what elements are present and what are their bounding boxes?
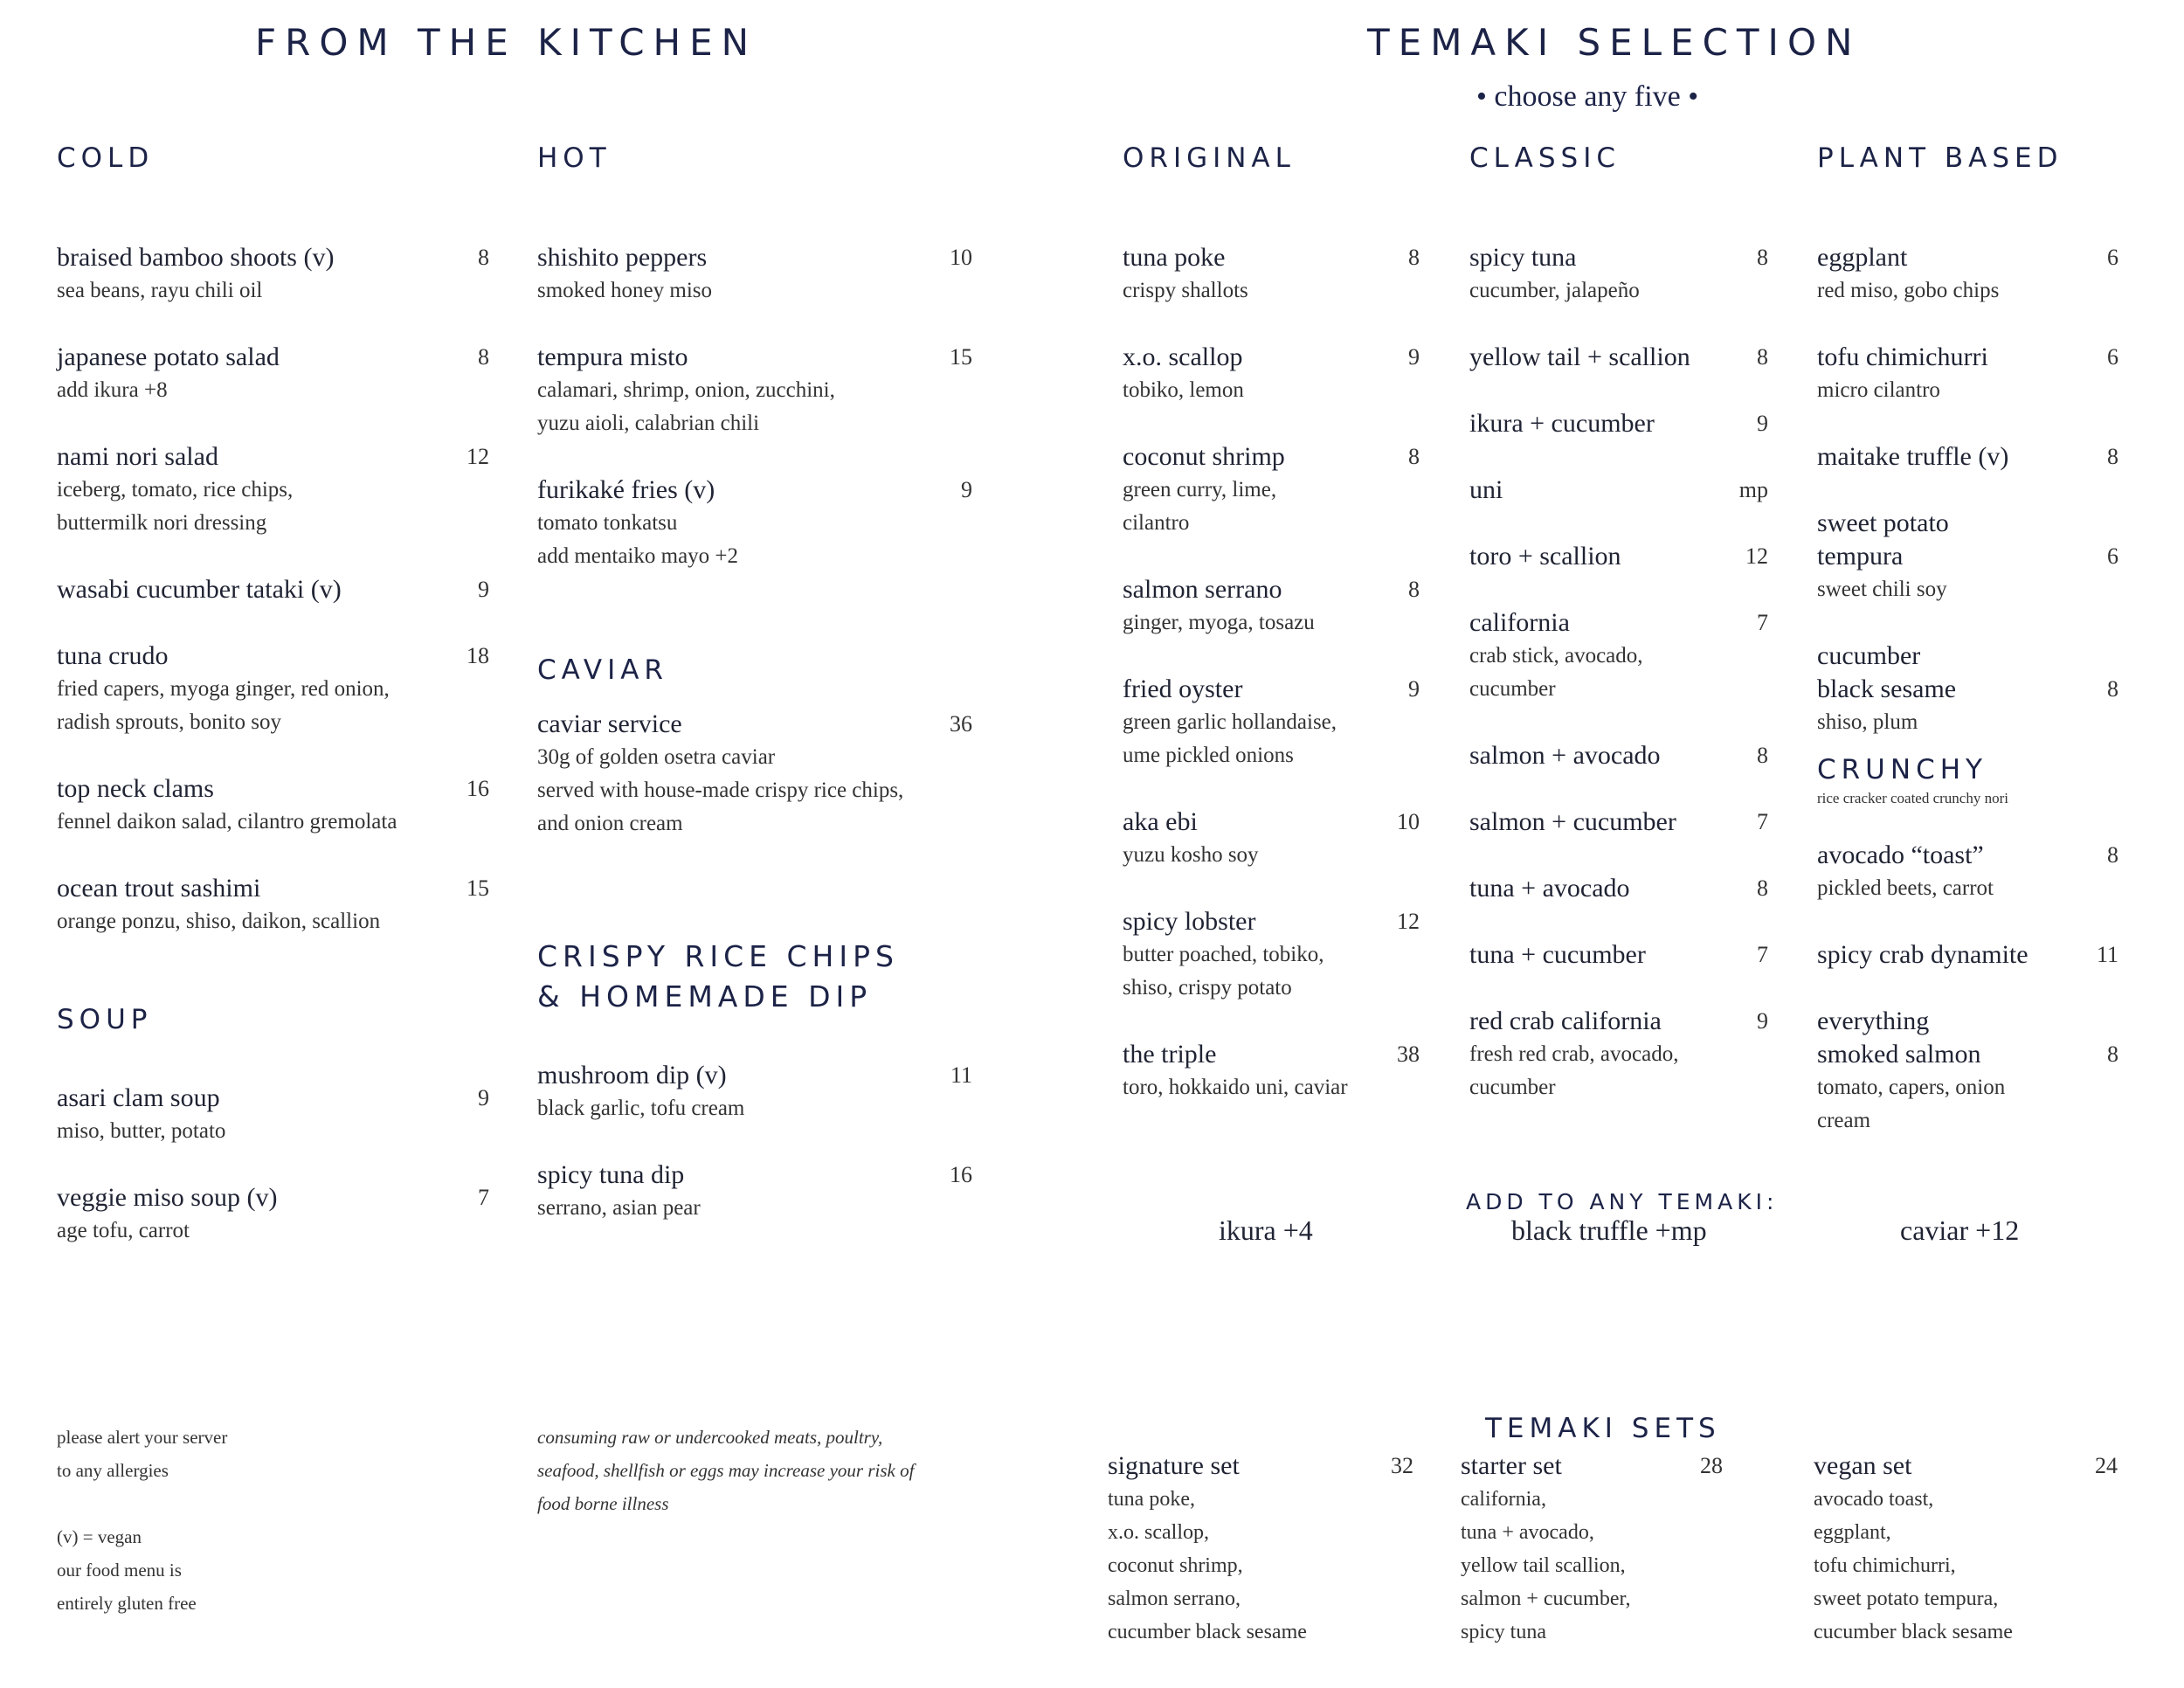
- item-description: [537, 274, 972, 308]
- original-items: [1123, 241, 1420, 1104]
- item-name: asari clam soup: [57, 1083, 220, 1112]
- item-name: veggie miso soup (v): [57, 1183, 278, 1212]
- menu-item: [1469, 938, 1768, 972]
- item-name: [1817, 938, 2118, 972]
- description-line: fresh red crab, avocado,: [1469, 1042, 1679, 1066]
- item-price: 9: [478, 1085, 489, 1110]
- item-name-line: everything: [1817, 1007, 1930, 1035]
- item-price: 6: [2107, 245, 2118, 270]
- caviar-heading: CAVIAR: [537, 654, 668, 686]
- set-line: tuna poke,: [1108, 1488, 1195, 1511]
- item-description: [57, 374, 489, 407]
- description-line: crispy shallots: [1123, 279, 1248, 302]
- description-line: orange ponzu, shiso, daikon, scallion: [57, 910, 381, 933]
- set-line: coconut shrimp,: [1108, 1554, 1243, 1577]
- item-description: [57, 274, 489, 308]
- item-name-line: eggplant: [1817, 243, 1908, 272]
- crunchy-items: [1817, 839, 2118, 1138]
- note-line: our food menu is: [57, 1560, 182, 1581]
- item-price: 8: [1757, 344, 1768, 370]
- menu-item: [57, 1082, 489, 1148]
- set-price: 32: [1391, 1453, 1413, 1478]
- description-line: crab stick, avocado,: [1469, 644, 1643, 668]
- item-price: 12: [1745, 543, 1768, 569]
- menu-item: [1469, 241, 1768, 308]
- description-line: calamari, shrimp, onion, zucchini,: [537, 378, 835, 402]
- chips-heading-2: & HOMEMADE DIP: [537, 979, 873, 1013]
- item-description: [57, 1115, 489, 1148]
- item-price: 8: [1757, 743, 1768, 768]
- menu-item: [1469, 739, 1768, 772]
- item-name: tuna crudo: [57, 641, 169, 670]
- item-description: [1469, 640, 1768, 706]
- description-line: add mentaiko mayo +2: [537, 544, 739, 568]
- original-heading: ORIGINAL: [1123, 142, 1296, 174]
- plant-items: [1817, 241, 2118, 739]
- menu-item: [1817, 507, 2118, 606]
- menu-item: [537, 241, 972, 308]
- allergy-note: [57, 1421, 424, 1620]
- original-section: [1123, 138, 1420, 1138]
- description-line: yuzu aioli, calabrian chili: [537, 412, 760, 435]
- menu-item: [57, 341, 489, 407]
- item-price: mp: [1738, 477, 1768, 502]
- description-line: fried capers, myoga ginger, red onion,: [57, 677, 390, 701]
- item-name: [1817, 440, 2118, 474]
- item-price: 38: [1397, 1041, 1420, 1067]
- description-line: shiso, crispy potato: [1123, 976, 1292, 1000]
- description-line: green curry, lime,: [1123, 478, 1277, 502]
- cold-heading: COLD: [57, 142, 155, 174]
- cold-section: [57, 138, 489, 1281]
- set-line: spicy tuna: [1461, 1621, 1546, 1643]
- description-line: smoked honey miso: [537, 279, 712, 302]
- item-name: spicy lobster: [1123, 907, 1256, 936]
- description-line: tobiko, lemon: [1123, 378, 1244, 402]
- item-name: furikaké fries (v): [537, 475, 715, 504]
- item-price: 8: [478, 344, 489, 370]
- menu-item: [1469, 407, 1768, 440]
- item-description: [537, 507, 972, 573]
- item-description: [1817, 374, 2118, 407]
- item-name: [1817, 341, 2118, 374]
- menu-item: [1123, 905, 1420, 1005]
- addon-ikura: ikura +4: [1219, 1214, 1313, 1246]
- temaki-subtitle: • choose any five •: [1476, 80, 1699, 113]
- item-price: 7: [478, 1185, 489, 1210]
- item-price: 8: [1757, 245, 1768, 270]
- item-price: 12: [1397, 909, 1420, 934]
- item-name: the triple: [1123, 1040, 1217, 1069]
- item-name: salmon + avocado: [1469, 741, 1661, 770]
- item-description: [57, 1214, 489, 1248]
- description-line: pickled beets, carrot: [1817, 876, 1994, 900]
- addons-heading: ADD TO ANY TEMAKI:: [1466, 1189, 1779, 1214]
- chips-items: [537, 1059, 972, 1225]
- item-price: 16: [467, 776, 489, 801]
- item-description: [57, 806, 489, 839]
- set-vegan: [1814, 1449, 2118, 1682]
- item-description: [1123, 938, 1420, 1005]
- description-line: serrano, asian pear: [537, 1196, 701, 1220]
- menu-item: [57, 440, 489, 540]
- item-name-line: tofu chimichurri: [1817, 342, 1988, 371]
- item-price: 6: [2107, 344, 2118, 370]
- item-description: [57, 673, 489, 739]
- item-name: spicy tuna dip: [537, 1160, 685, 1189]
- set-name: signature set: [1108, 1451, 1240, 1480]
- description-line: toro, hokkaido uni, caviar: [1123, 1076, 1348, 1099]
- item-name: wasabi cucumber tataki (v): [57, 575, 342, 604]
- description-line: cucumber: [1469, 677, 1556, 701]
- description-line: cucumber, jalapeño: [1469, 279, 1640, 302]
- description-line: 30g of golden osetra caviar: [537, 745, 776, 769]
- item-description: [1123, 1071, 1420, 1104]
- menu-item: [1817, 839, 2118, 905]
- item-price: 8: [1757, 875, 1768, 901]
- item-price: 9: [1757, 411, 1768, 436]
- menu-item: [57, 1181, 489, 1248]
- plant-heading: PLANT BASED: [1817, 142, 2063, 174]
- menu-item: [1817, 440, 2118, 474]
- description-line: fennel daikon salad, cilantro gremolata: [57, 810, 397, 834]
- description-line: tomato tonkatsu: [537, 511, 678, 535]
- item-name: salmon + cucumber: [1469, 807, 1676, 836]
- set-name: starter set: [1461, 1451, 1562, 1480]
- item-name: salmon serrano: [1123, 575, 1282, 604]
- soup-items: [57, 1082, 489, 1248]
- menu-item: [1123, 1038, 1420, 1104]
- item-price: 15: [467, 875, 489, 901]
- item-price: 18: [467, 643, 489, 668]
- item-description: [1123, 839, 1420, 872]
- item-price: 8: [1408, 577, 1420, 602]
- caviar-items: [537, 708, 972, 841]
- menu-item: [57, 241, 489, 308]
- item-name: ikura + cucumber: [1469, 409, 1655, 438]
- set-line: yellow tail scallion,: [1461, 1554, 1626, 1577]
- item-price: 10: [950, 245, 972, 270]
- menu-item: [1469, 806, 1768, 839]
- description-line: buttermilk nori dressing: [57, 511, 267, 535]
- item-name: nami nori salad: [57, 442, 218, 471]
- item-price: 9: [1408, 344, 1420, 370]
- menu-item: [1469, 540, 1768, 573]
- menu-item: [537, 708, 972, 841]
- item-price: 6: [2107, 543, 2118, 569]
- item-price: 12: [467, 444, 489, 469]
- set-line: avocado toast,: [1814, 1488, 1934, 1511]
- description-line: served with house-made crispy rice chips,: [537, 778, 904, 802]
- item-description: [537, 374, 972, 440]
- description-line: tomato, capers, onion: [1817, 1076, 2006, 1099]
- hot-items: [537, 241, 972, 573]
- menu-item: [1469, 606, 1768, 706]
- menu-item: [537, 1159, 972, 1225]
- item-name: yellow tail + scallion: [1469, 342, 1690, 371]
- menu-item: [1123, 440, 1420, 540]
- item-name: tempura misto: [537, 342, 688, 371]
- menu-item: [537, 474, 972, 573]
- cold-items: [57, 241, 489, 938]
- item-name: x.o. scallop: [1123, 342, 1243, 371]
- description-line: red miso, gobo chips: [1817, 279, 2000, 302]
- item-price: 16: [950, 1162, 972, 1187]
- item-price: 8: [2107, 1041, 2118, 1067]
- item-price: 8: [2107, 676, 2118, 702]
- item-name: toro + scallion: [1469, 542, 1621, 571]
- set-line: cucumber black sesame: [1108, 1621, 1307, 1643]
- set-line: tofu chimichurri,: [1814, 1554, 1956, 1577]
- soup-heading: SOUP: [57, 1004, 153, 1035]
- item-description: [1817, 706, 2118, 739]
- plant-section: [1817, 138, 2118, 1171]
- set-price: 24: [2095, 1453, 2118, 1478]
- item-description: [1817, 1071, 2118, 1138]
- item-name-line: cucumber: [1817, 641, 1921, 670]
- item-name: mushroom dip (v): [537, 1061, 727, 1090]
- item-description: [1123, 706, 1420, 772]
- raw-food-warning: [537, 1421, 992, 1520]
- item-name: [1817, 241, 2118, 274]
- item-name: braised bamboo shoots (v): [57, 243, 335, 272]
- item-description: [1817, 274, 2118, 308]
- crunchy-note: rice cracker coated crunchy nori: [1817, 790, 2008, 806]
- description-line: add ikura +8: [57, 378, 168, 402]
- item-description: [537, 1192, 972, 1225]
- item-price: 7: [1757, 610, 1768, 635]
- hot-section: [537, 138, 972, 1258]
- menu-item: [57, 772, 489, 839]
- set-item: [1108, 1449, 1413, 1649]
- description-line: yuzu kosho soy: [1123, 843, 1259, 867]
- set-line: x.o. scallop,: [1108, 1521, 1209, 1544]
- menu-item: [1817, 241, 2118, 308]
- menu-item: [1817, 938, 2118, 972]
- crunchy-heading: CRUNCHY: [1817, 754, 1987, 785]
- description-line: micro cilantro: [1817, 378, 1940, 402]
- item-description: [57, 905, 489, 938]
- description-line: shiso, plum: [1817, 710, 1918, 734]
- description-line: cream: [1817, 1109, 1871, 1132]
- set-item: [1461, 1449, 1723, 1649]
- description-line: radish sprouts, bonito soy: [57, 710, 281, 734]
- item-name-line: avocado “toast”: [1817, 841, 1984, 869]
- item-name: [1817, 839, 2118, 872]
- item-name: [1817, 1005, 2118, 1071]
- item-description: [57, 474, 489, 540]
- item-price: 9: [1757, 1008, 1768, 1034]
- item-description: [1469, 274, 1768, 308]
- note-line: to any allergies: [57, 1460, 169, 1481]
- classic-heading: CLASSIC: [1469, 142, 1621, 174]
- set-line: sweet potato tempura,: [1814, 1588, 1999, 1610]
- set-signature: [1108, 1449, 1413, 1682]
- chips-heading-1: CRISPY RICE CHIPS: [537, 939, 899, 973]
- item-price: 8: [478, 245, 489, 270]
- note-line: food borne illness: [537, 1493, 669, 1514]
- set-line: cucumber black sesame: [1814, 1621, 2013, 1643]
- menu-item: [57, 573, 489, 606]
- item-name-line: sweet potato: [1817, 508, 1949, 537]
- description-line: sea beans, rayu chili oil: [57, 279, 263, 302]
- menu-item: [1123, 573, 1420, 640]
- note-line: please alert your server: [57, 1427, 228, 1448]
- item-name: aka ebi: [1123, 807, 1198, 836]
- set-line: tuna + avocado,: [1461, 1521, 1594, 1544]
- item-description: [1123, 474, 1420, 540]
- item-description: [1817, 872, 2118, 905]
- item-name: uni: [1469, 475, 1503, 504]
- addon-truffle: black truffle +mp: [1511, 1214, 1707, 1246]
- addon-caviar: caviar +12: [1900, 1214, 2020, 1246]
- set-starter: [1461, 1449, 1723, 1682]
- item-price: 11: [950, 1062, 972, 1088]
- set-item: [1814, 1449, 2118, 1649]
- set-name: vegan set: [1814, 1451, 1912, 1480]
- item-price: 8: [1408, 444, 1420, 469]
- item-description: [1469, 1038, 1768, 1104]
- sets-heading: TEMAKI SETS: [1485, 1413, 1721, 1444]
- menu-item: [537, 1059, 972, 1125]
- description-line: black garlic, tofu cream: [537, 1097, 745, 1120]
- item-name-line: black sesame: [1817, 675, 1957, 703]
- item-price: 9: [1408, 676, 1420, 702]
- menu-item: [1123, 341, 1420, 407]
- set-price: 28: [1700, 1453, 1723, 1478]
- description-line: iceberg, tomato, rice chips,: [57, 478, 294, 502]
- description-line: age tofu, carrot: [57, 1219, 190, 1242]
- description-line: cilantro: [1123, 511, 1190, 535]
- item-name: tuna + cucumber: [1469, 940, 1646, 969]
- description-line: and onion cream: [537, 812, 683, 835]
- item-description: [1123, 274, 1420, 308]
- item-name-line: spicy crab dynamite: [1817, 940, 2028, 969]
- item-name: fried oyster: [1123, 675, 1243, 703]
- item-name-line: maitake truffle (v): [1817, 442, 2009, 471]
- set-line: eggplant,: [1814, 1521, 1891, 1544]
- set-contents: [1108, 1483, 1413, 1649]
- note-line: seafood, shellfish or eggs may increase your risk of: [537, 1460, 915, 1481]
- item-name: tuna poke: [1123, 243, 1226, 272]
- set-line: salmon + cucumber,: [1461, 1588, 1631, 1610]
- description-line: butter poached, tobiko,: [1123, 943, 1324, 966]
- note-line: entirely gluten free: [57, 1593, 197, 1614]
- menu-item: [1817, 1005, 2118, 1138]
- classic-items: [1469, 241, 1768, 1104]
- item-price: 9: [478, 577, 489, 602]
- hot-heading: HOT: [537, 142, 612, 174]
- note-line: consuming raw or undercooked meats, poultry,: [537, 1427, 883, 1448]
- item-name: [1817, 640, 2118, 706]
- note-line: [57, 1487, 424, 1520]
- menu-item: [1469, 1005, 1768, 1104]
- item-name: california: [1469, 608, 1570, 637]
- item-description: [1123, 606, 1420, 640]
- kitchen-title: FROM THE KITCHEN: [255, 21, 758, 64]
- note-line: (v) = vegan: [57, 1526, 142, 1547]
- description-line: ginger, myoga, tosazu: [1123, 611, 1315, 634]
- menu-item: [1469, 341, 1768, 374]
- item-name-line: smoked salmon: [1817, 1040, 1981, 1069]
- item-description: [537, 741, 972, 841]
- item-name: coconut shrimp: [1123, 442, 1285, 471]
- item-name: [1817, 507, 2118, 573]
- item-name: caviar service: [537, 709, 682, 738]
- item-price: 8: [1408, 245, 1420, 270]
- item-name-line: tempura: [1817, 542, 1904, 571]
- menu-item: [1469, 872, 1768, 905]
- menu-item: [57, 640, 489, 739]
- description-line: cucumber: [1469, 1076, 1556, 1099]
- classic-section: [1469, 138, 1768, 1138]
- set-contents: [1814, 1483, 2118, 1649]
- item-price: 8: [2107, 444, 2118, 469]
- description-line: green garlic hollandaise,: [1123, 710, 1337, 734]
- menu-item: [1469, 474, 1768, 507]
- item-name: top neck clams: [57, 774, 214, 803]
- menu-item: [57, 872, 489, 938]
- menu-item: [1123, 673, 1420, 772]
- menu-item: [1123, 241, 1420, 308]
- item-description: [1817, 573, 2118, 606]
- item-price: 10: [1397, 809, 1420, 834]
- set-line: salmon serrano,: [1108, 1588, 1241, 1610]
- item-price: 7: [1757, 942, 1768, 967]
- item-price: 36: [950, 711, 972, 737]
- item-price: 9: [961, 477, 972, 502]
- item-description: [1123, 374, 1420, 407]
- item-name: shishito peppers: [537, 243, 708, 272]
- item-price: 15: [950, 344, 972, 370]
- temaki-title: TEMAKI SELECTION: [1367, 21, 1862, 64]
- description-line: miso, butter, potato: [57, 1119, 226, 1143]
- item-name: ocean trout sashimi: [57, 874, 261, 903]
- item-price: 11: [2096, 942, 2118, 967]
- menu-item: [1123, 806, 1420, 872]
- menu-item: [1817, 640, 2118, 739]
- set-line: california,: [1461, 1488, 1546, 1511]
- description-line: sweet chili soy: [1817, 578, 1947, 601]
- item-price: 8: [2107, 842, 2118, 868]
- item-description: [537, 1092, 972, 1125]
- item-price: 7: [1757, 809, 1768, 834]
- set-contents: [1461, 1483, 1723, 1649]
- description-line: ume pickled onions: [1123, 744, 1294, 767]
- item-name: japanese potato salad: [57, 342, 280, 371]
- menu-item: [1817, 341, 2118, 407]
- item-name: red crab california: [1469, 1007, 1662, 1035]
- menu-item: [537, 341, 972, 440]
- item-name: spicy tuna: [1469, 243, 1577, 272]
- item-name: tuna + avocado: [1469, 874, 1630, 903]
